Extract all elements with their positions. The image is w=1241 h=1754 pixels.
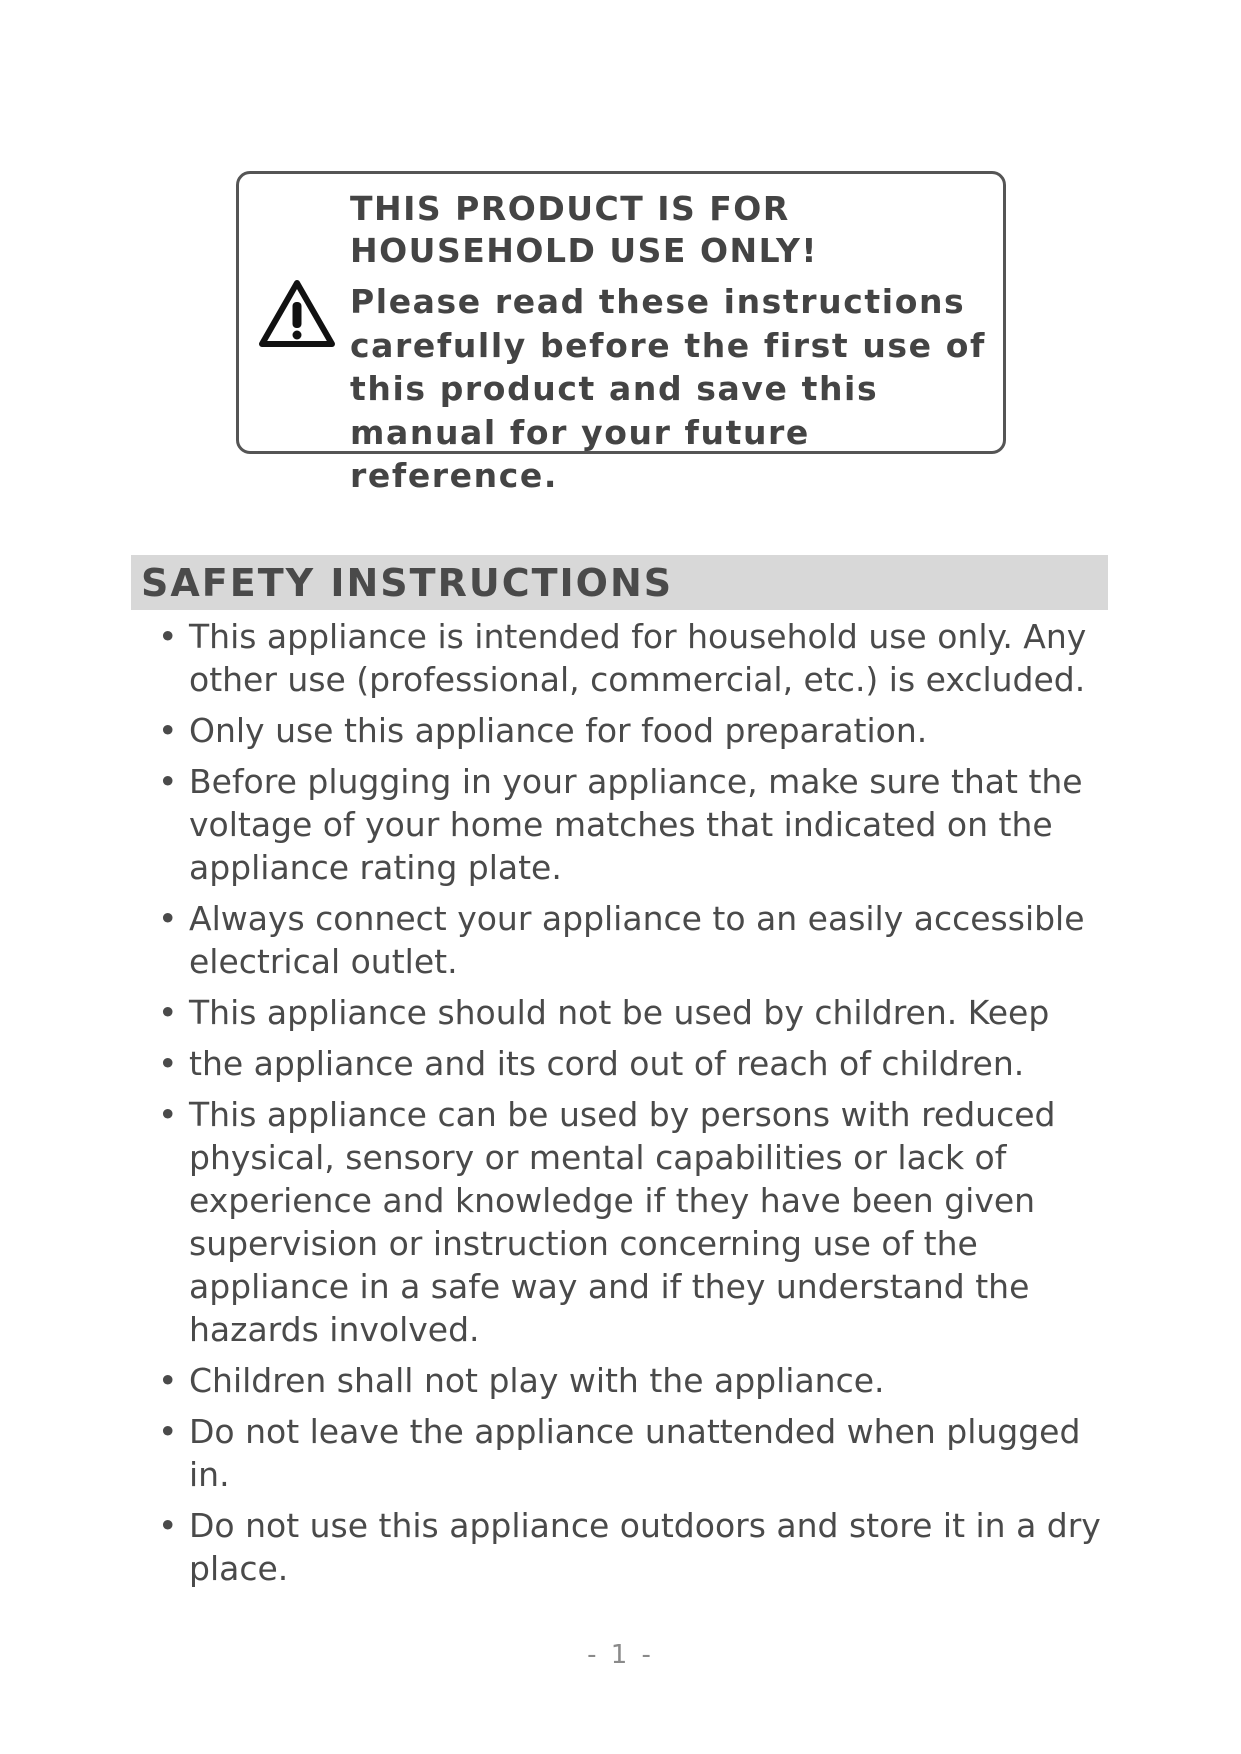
safety-instructions-list xyxy=(156,615,1116,1598)
bullet-icon: • xyxy=(158,1044,178,1083)
section-header-bar xyxy=(131,555,1108,610)
list-item xyxy=(156,760,1116,889)
list-item-text: Only use this appliance for food preparation. xyxy=(189,711,928,750)
bullet-icon: • xyxy=(158,899,178,938)
list-item xyxy=(156,1504,1116,1590)
bullet-icon: • xyxy=(158,1095,178,1134)
list-item-text: This appliance is intended for household use only. Any other use (professional, commercial, etc.) is excluded. xyxy=(189,617,1087,699)
list-item-text: Always connect your appliance to an easily accessible electrical outlet. xyxy=(189,899,1085,981)
bullet-icon: • xyxy=(158,1412,178,1451)
list-item xyxy=(156,709,1116,752)
list-item xyxy=(156,1359,1116,1402)
list-item xyxy=(156,897,1116,983)
list-item-text: This appliance should not be used by children. Keep xyxy=(189,993,1050,1032)
bullet-icon: • xyxy=(158,711,178,750)
bullet-icon: • xyxy=(158,762,178,801)
list-item-text: Children shall not play with the appliance. xyxy=(189,1361,885,1400)
warning-triangle-icon xyxy=(257,278,337,350)
household-notice-box xyxy=(236,171,1006,495)
list-item-text: Before plugging in your appliance, make sure that the voltage of your home matches that indicated on the appliance rating plate. xyxy=(189,762,1083,887)
bullet-icon: • xyxy=(158,1506,178,1545)
bullet-icon: • xyxy=(158,993,178,1032)
notice-body: Please read these instructions carefully before the first use of this product and save this manual for your future reference. xyxy=(350,282,986,495)
list-item xyxy=(156,1093,1116,1351)
list-item xyxy=(156,615,1116,701)
list-item xyxy=(156,991,1116,1034)
list-item-text: This appliance can be used by persons with reduced physical, sensory or mental capabilities or lack of experience and knowledge if they have been given supervision or instruction concerning use of the appliance in a safe way and if they understand the hazards involved. xyxy=(189,1095,1056,1349)
list-item-text: Do not leave the appliance unattended when plugged in. xyxy=(189,1412,1081,1494)
page-number: - 1 - xyxy=(587,1640,654,1670)
notice-heading: THIS PRODUCT IS FOR HOUSEHOLD USE ONLY! xyxy=(350,189,818,270)
list-item xyxy=(156,1042,1116,1085)
list-item xyxy=(156,1410,1116,1496)
list-item-text: Do not use this appliance outdoors and store it in a dry place. xyxy=(189,1506,1101,1588)
bullet-icon: • xyxy=(158,1361,178,1400)
section-title: SAFETY INSTRUCTIONS xyxy=(141,561,674,605)
list-item-text: the appliance and its cord out of reach of children. xyxy=(189,1044,1025,1083)
bullet-icon: • xyxy=(158,617,178,656)
